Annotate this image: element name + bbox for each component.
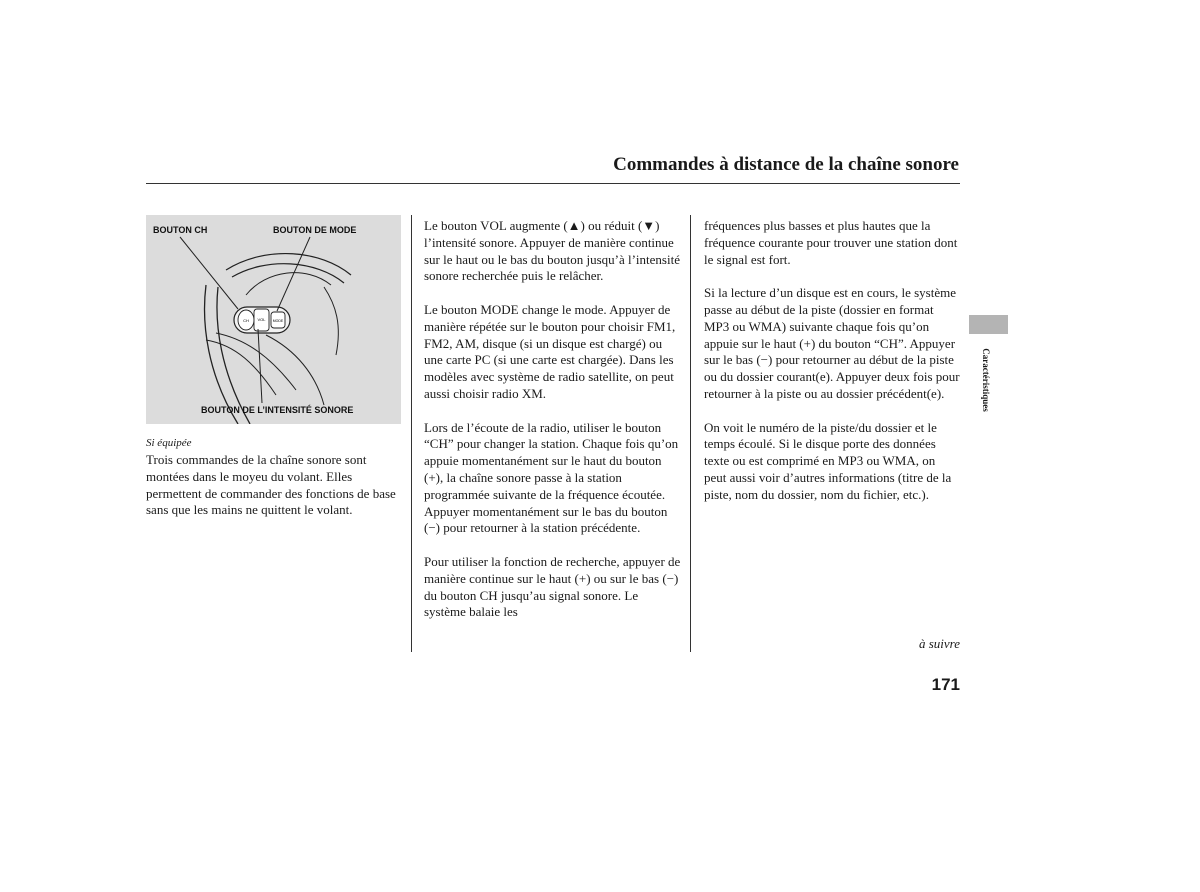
column-2	[424, 218, 682, 621]
section-label: Caractéristiques	[981, 348, 991, 412]
steering-wheel-illustration	[146, 215, 401, 424]
equipment-note: Si équipée	[146, 437, 192, 449]
column-1	[146, 452, 402, 519]
column-divider	[690, 215, 691, 652]
vol-button-glyph: VOL	[257, 317, 266, 322]
section-tab	[969, 315, 1008, 334]
column-divider	[411, 215, 412, 652]
vol-paragraph: Le bouton VOL augmente (▲) ou réduit (▼) l’intensité sonore. Appuyer de manière continue sur le haut ou le bas du bouton jusqu’à l’intensité sonore recherchée puis le relâcher.	[424, 218, 680, 284]
column-3	[704, 218, 960, 504]
page-title: Commandes à distance de la chaîne sonore	[613, 154, 959, 175]
callout-volume-button: BOUTON DE L’INTENSITÉ SONORE	[201, 405, 354, 415]
header-rule	[146, 183, 960, 184]
page-number: 171	[931, 675, 960, 694]
ch-button-glyph: CH	[243, 318, 249, 323]
seek-continued-paragraph: fréquences plus basses et plus hautes que la fréquence courante pour trouver une station dont le signal est fort.	[704, 218, 958, 267]
steering-wheel-figure	[146, 215, 401, 424]
disc-paragraph: Si la lecture d’un disque est en cours, le système passe au début de la piste (dossier en format MP3 ou WMA) suivante chaque fois qu’on appuie sur le haut (+) du bouton “CH”. Appuyer sur le bas (−) pour retourner au début de la piste ou du dossier courant(e). Appuyer deux fois pour retourner à la piste ou au dossier précédent(e).	[704, 285, 960, 401]
seek-paragraph: Pour utiliser la fonction de recherche, appuyer de manière continue sur le haut (+) ou sur le bas (−) du bouton CH jusqu’au signal sonore. Le système balaie les	[424, 553, 681, 620]
callout-mode-button: BOUTON DE MODE	[273, 225, 357, 235]
callout-ch-button: BOUTON CH	[153, 225, 208, 235]
display-paragraph: On voit le numéro de la piste/du dossier et le temps écoulé. Si le disque porte des données texte ou est comprimé en MP3 ou WMA, on peut aussi voir d’autres informations (titre de la piste, nom du dossier, nom du fichier, etc.).	[704, 419, 952, 502]
mode-button-glyph: MODE	[272, 319, 284, 323]
mode-paragraph: Le bouton MODE change le mode. Appuyer de manière répétée sur le bouton pour choisir FM1, FM2, AM, disque (si un disque est chargé) ou une carte PC (si une carte est chargée). Dans les modèles avec système de radio satellite, on peut aussi choisir radio XM.	[424, 301, 676, 401]
intro-paragraph: Trois commandes de la chaîne sonore sont montées dans le moyeu du volant. Elles permettent de commander des fonctions de base sans que les mains ne quittent le volant.	[146, 452, 396, 518]
continued-note: à suivre	[918, 636, 960, 651]
ch-paragraph: Lors de l’écoute de la radio, utiliser le bouton “CH” pour changer la station. Chaque fois qu’on appuie momentanément sur le haut du bouton (+), la chaîne sonore passe à la station programmée suivante de la fréquence écoutée. Appuyer momentanément sur le bas du bouton (−) pour retourner à la station précédente.	[424, 419, 679, 536]
